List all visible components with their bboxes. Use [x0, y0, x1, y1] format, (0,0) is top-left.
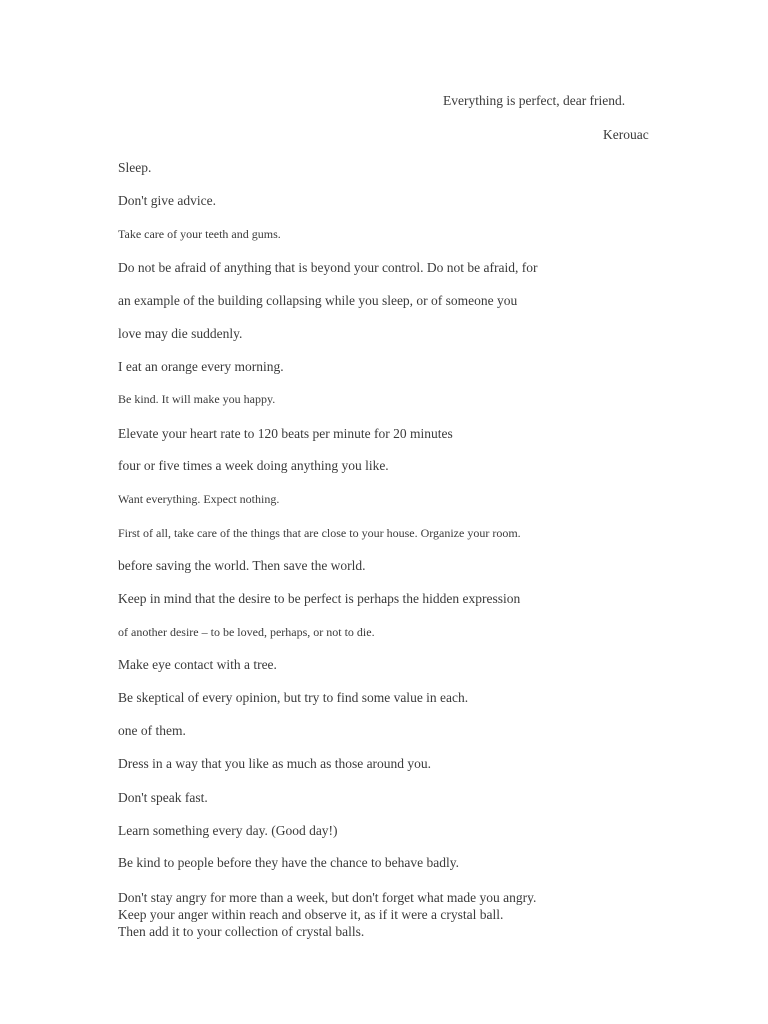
- text-line: Elevate your heart rate to 120 beats per minute for 20 minutes: [118, 426, 453, 441]
- text-line: Be skeptical of every opinion, but try to find some value in each.: [118, 690, 469, 705]
- paragraph-line: Then add it to your collection of crystal balls.: [118, 924, 365, 939]
- text-line: Do not be afraid of anything that is beyond your control. Do not be afraid, for: [118, 260, 538, 275]
- text-line: Be kind to people before they have the chance to behave badly.: [118, 855, 459, 870]
- text-line: Keep in mind that the desire to be perfect is perhaps the hidden expression: [118, 591, 521, 606]
- text-line: Don't speak fast.: [118, 790, 208, 805]
- text-line: before saving the world. Then save the world.: [118, 558, 366, 573]
- text-line: Dress in a way that you like as much as those around you.: [118, 756, 432, 771]
- text-line: First of all, take care of the things that are close to your house. Organize your room.: [118, 526, 521, 540]
- text-line: Be kind. It will make you happy.: [118, 392, 276, 406]
- text-line: an example of the building collapsing while you sleep, or of someone you: [118, 293, 518, 308]
- text-line: Make eye contact with a tree.: [118, 657, 277, 672]
- text-line: Sleep.: [118, 160, 152, 175]
- epigraph-author: Kerouac: [603, 127, 649, 142]
- text-line: of another desire – to be loved, perhaps, or not to die.: [118, 625, 375, 639]
- text-line: Want everything. Expect nothing.: [118, 492, 280, 506]
- text-line: Take care of your teeth and gums.: [118, 227, 281, 241]
- text-line: I eat an orange every morning.: [118, 359, 284, 374]
- text-line: love may die suddenly.: [118, 326, 243, 341]
- paragraph-line: Keep your anger within reach and observe it, as if it were a crystal ball.: [118, 907, 504, 922]
- text-line: four or five times a week doing anything you like.: [118, 458, 389, 473]
- final-paragraph: [118, 889, 536, 940]
- text-line: Learn something every day. (Good day!): [118, 823, 338, 838]
- paragraph-line: Don't stay angry for more than a week, but don't forget what made you angry.: [118, 890, 537, 905]
- text-line: one of them.: [118, 723, 186, 738]
- epigraph-quote: Everything is perfect, dear friend.: [443, 93, 626, 108]
- text-line: Don't give advice.: [118, 193, 217, 208]
